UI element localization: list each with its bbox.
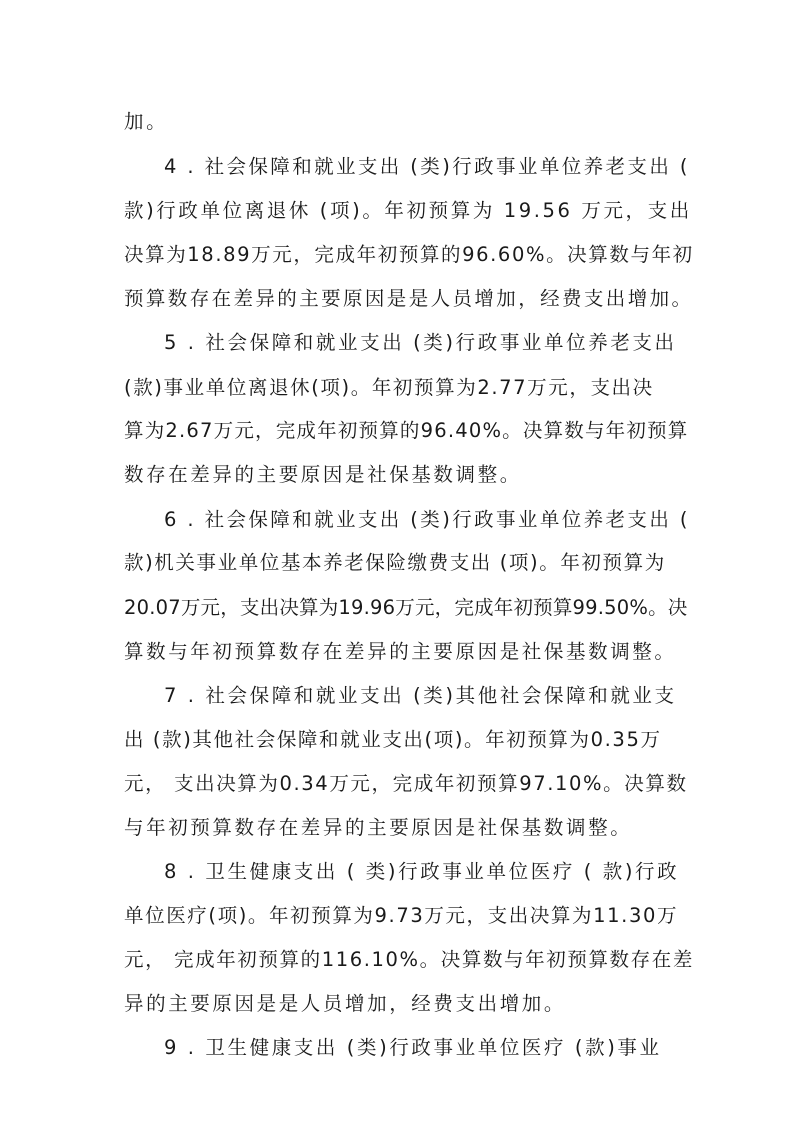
paragraph-9-line-1: 9 . 卫生健康支出 (类)行政事业单位医疗 (款)事业 (164, 1036, 662, 1059)
paragraph-4-line-4: 预算数存在差异的主要原因是是人员增加，经费支出增加。 (124, 287, 694, 310)
paragraph-4-line-2: 款)行政单位离退休 (项)。年初预算为 19.56 万元，支出 (124, 199, 692, 222)
paragraph-5-line-1: 5 . 社会保障和就业支出 (类)行政事业单位养老支出 (164, 331, 677, 354)
paragraph-4-line-1: 4 . 社会保障和就业支出 (类)行政事业单位养老支出 ( (164, 155, 690, 178)
paragraph-8-line-2: 单位医疗(项)。年初预算为9.73万元，支出决算为11.30万 (124, 904, 679, 927)
paragraph-5-line-4: 数存在差异的主要原因是社保基数调整。 (124, 463, 522, 486)
paragraph-7-line-2: 出 (款)其他社会保障和就业支出(项)。年初预算为0.35万 (124, 728, 662, 751)
paragraph-7-line-1: 7 . 社会保障和就业支出 (类)其他社会保障和就业支 (164, 684, 677, 707)
paragraph-8-line-4: 异的主要原因是是人员增加，经费支出增加。 (124, 992, 567, 1015)
paragraph-6-line-4: 算数与年初预算数存在差异的主要原因是社保基数调整。 (124, 640, 677, 663)
paragraph-4-line-3: 决算为18.89万元，完成年初预算的96.60%。决算数与年初 (124, 243, 694, 266)
paragraph-7-line-3: 元， 支出决算为0.34万元，完成年初预算97.10%。决算数 (124, 772, 688, 795)
text-line: 加。 (124, 110, 169, 133)
paragraph-5-line-3: 算为2.67万元，完成年初预算的96.40%。决算数与年初预算 (124, 419, 689, 442)
paragraph-7-line-4: 与年初预算数存在差异的主要原因是社保基数调整。 (124, 816, 633, 839)
paragraph-8-line-1: 8 . 卫生健康支出 ( 类)行政事业单位医疗 ( 款)行政 (164, 860, 680, 883)
paragraph-5-line-2: (款)事业单位离退休(项)。年初预算为2.77万元，支出决 (124, 376, 654, 399)
paragraph-6-line-2: 款)机关事业单位基本养老保险缴费支出 (项)。年初预算为 (124, 551, 666, 574)
paragraph-6-line-3: 20.07万元，支出决算为19.96万元，完成年初预算99.50%。决 (124, 596, 688, 619)
paragraph-6-line-1: 6 . 社会保障和就业支出 (类)行政事业单位养老支出 ( (164, 508, 690, 531)
paragraph-8-line-3: 元， 完成年初预算的116.10%。决算数与年初预算数存在差 (124, 948, 694, 971)
